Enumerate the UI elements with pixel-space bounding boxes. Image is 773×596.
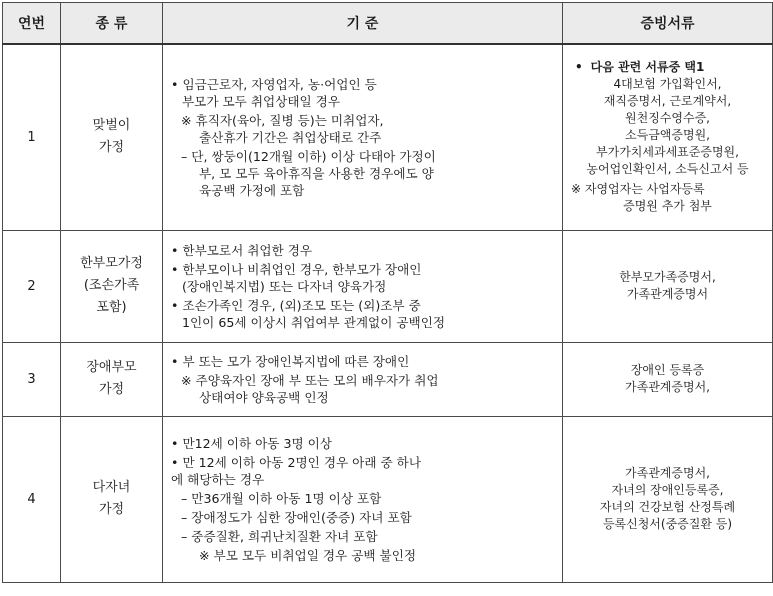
criteria-line: 에 해당하는 경우 xyxy=(171,471,265,487)
type-line: 맞벌이 xyxy=(92,118,131,134)
row-criteria xyxy=(163,416,563,582)
criteria-line: • 한부모이나 비취업인 경우, 한부모가 장애인 xyxy=(171,261,556,278)
criteria-line: 부모가 모두 취업상태일 경우 xyxy=(182,93,340,109)
eligibility-table xyxy=(2,2,773,583)
criteria-item xyxy=(171,528,556,545)
criteria-item xyxy=(171,242,556,259)
document-line: 가족관계증명서, xyxy=(625,466,710,480)
row-documents xyxy=(563,416,773,582)
criteria-item xyxy=(171,148,556,199)
type-line: 한부모가정 xyxy=(80,256,143,271)
row-type xyxy=(61,342,163,416)
row-documents xyxy=(563,230,773,342)
row-criteria xyxy=(163,342,563,416)
header-no: 연번 xyxy=(3,3,61,45)
criteria-item xyxy=(171,547,556,564)
row-type xyxy=(61,230,163,342)
document-line: 가족관계증명서, xyxy=(625,380,710,394)
criteria-line: – 만36개월 이하 아동 1명 이상 포함 xyxy=(181,490,382,506)
type-line: 다자녀 xyxy=(92,480,131,495)
document-line: 가족관계증명서 xyxy=(626,287,709,301)
criteria-line: ※ 휴직자(육아, 질병 등)는 미취업자, xyxy=(181,112,384,128)
row-number: 2 xyxy=(3,230,61,342)
document-line: 등록신청서(중증질환 등) xyxy=(602,517,733,531)
document-line: 한부모가족증명서, xyxy=(619,270,716,284)
criteria-item xyxy=(171,435,556,452)
header-criteria: 기 준 xyxy=(163,3,563,45)
criteria-line: 육공백 가정에 포함 xyxy=(199,182,305,198)
criteria-line: – 장애정도가 심한 장애인(중증) 자녀 포함 xyxy=(181,509,412,525)
criteria-item xyxy=(171,353,556,370)
criteria-item xyxy=(171,372,556,406)
table-row xyxy=(3,416,773,582)
criteria-item xyxy=(171,509,556,526)
document-line: 장애인 등록증 xyxy=(630,363,705,377)
criteria-item xyxy=(171,454,556,488)
criteria-item xyxy=(171,297,556,331)
document-line: 부가가치세과세표준증명원, xyxy=(596,145,739,160)
row-type xyxy=(61,44,163,230)
table-row xyxy=(3,230,773,342)
row-number: 3 xyxy=(3,342,61,416)
row-documents xyxy=(563,44,773,230)
criteria-line: • 만12세 이하 아동 3명 이상 xyxy=(171,435,556,452)
criteria-line: 1인이 65세 이상시 취업여부 관계없이 공백인정 xyxy=(182,314,446,330)
type-line: (조손가족 xyxy=(83,278,140,293)
criteria-item xyxy=(171,261,556,295)
row-criteria xyxy=(163,230,563,342)
criteria-line: (장애인복지법) 또는 다자녀 양육가정 xyxy=(182,278,387,294)
document-line: 소득금액증명원, xyxy=(625,128,710,143)
criteria-line: • 부 또는 모가 장애인복지법에 따른 장애인 xyxy=(171,353,556,370)
table-header-row xyxy=(3,3,773,45)
criteria-line: • 조손가족인 경우, (외)조모 또는 (외)조부 중 xyxy=(171,297,556,314)
type-line: 가정 xyxy=(98,140,125,156)
table-row xyxy=(3,44,773,230)
row-number: 1 xyxy=(3,44,61,230)
criteria-line: 상태여야 양육공백 인정 xyxy=(199,389,329,405)
documents-lead: • 다음 관련 서류중 택1 xyxy=(569,59,766,76)
type-line: 포함) xyxy=(96,300,127,315)
type-line: 가정 xyxy=(98,382,125,397)
criteria-line: • 만 12세 이하 아동 2명인 경우 아래 중 하나 xyxy=(171,454,556,471)
documents-note: 증명원 추가 첨부 xyxy=(623,199,712,214)
criteria-line: ※ 주양육자인 장애 부 또는 모의 배우자가 취업 xyxy=(181,372,439,388)
criteria-line: ※ 부모 모두 비취업일 경우 공백 불인정 xyxy=(199,547,417,563)
row-number: 4 xyxy=(3,416,61,582)
document-line: 4대보험 가입확인서, xyxy=(613,77,722,92)
criteria-line: 출산휴가 기간은 취업상태로 간주 xyxy=(199,129,382,145)
header-documents: 증빙서류 xyxy=(563,3,773,45)
row-criteria xyxy=(163,44,563,230)
row-documents xyxy=(563,342,773,416)
document-line: 자녀의 장애인등록증, xyxy=(611,483,724,497)
criteria-line: • 임금근로자, 자영업자, 농·어업인 등 xyxy=(171,76,556,93)
document-line: 자녀의 건강보험 산정특례 xyxy=(599,500,736,514)
criteria-line: – 단, 쌍둥이(12개월 이하) 이상 다태아 가정이 xyxy=(181,148,436,164)
header-type: 종 류 xyxy=(61,3,163,45)
criteria-item xyxy=(171,490,556,507)
criteria-item xyxy=(171,112,556,146)
type-line: 장애부모 xyxy=(86,360,137,375)
document-line: 재직증명서, 근로계약서, xyxy=(603,94,732,109)
criteria-item xyxy=(171,76,556,110)
row-type xyxy=(61,416,163,582)
type-line: 가정 xyxy=(98,502,125,517)
documents-note: ※ 자영업자는 사업자등록 xyxy=(571,182,705,197)
table-row xyxy=(3,342,773,416)
criteria-line: – 중증질환, 희귀난치질환 자녀 포함 xyxy=(181,528,378,544)
criteria-line: • 한부모로서 취업한 경우 xyxy=(171,242,556,259)
document-line: 농어업인확인서, 소득신고서 등 xyxy=(586,162,749,177)
document-line: 원천징수영수증, xyxy=(625,111,710,126)
criteria-line: 부, 모 모두 육아휴직을 사용한 경우에도 양 xyxy=(199,165,434,181)
